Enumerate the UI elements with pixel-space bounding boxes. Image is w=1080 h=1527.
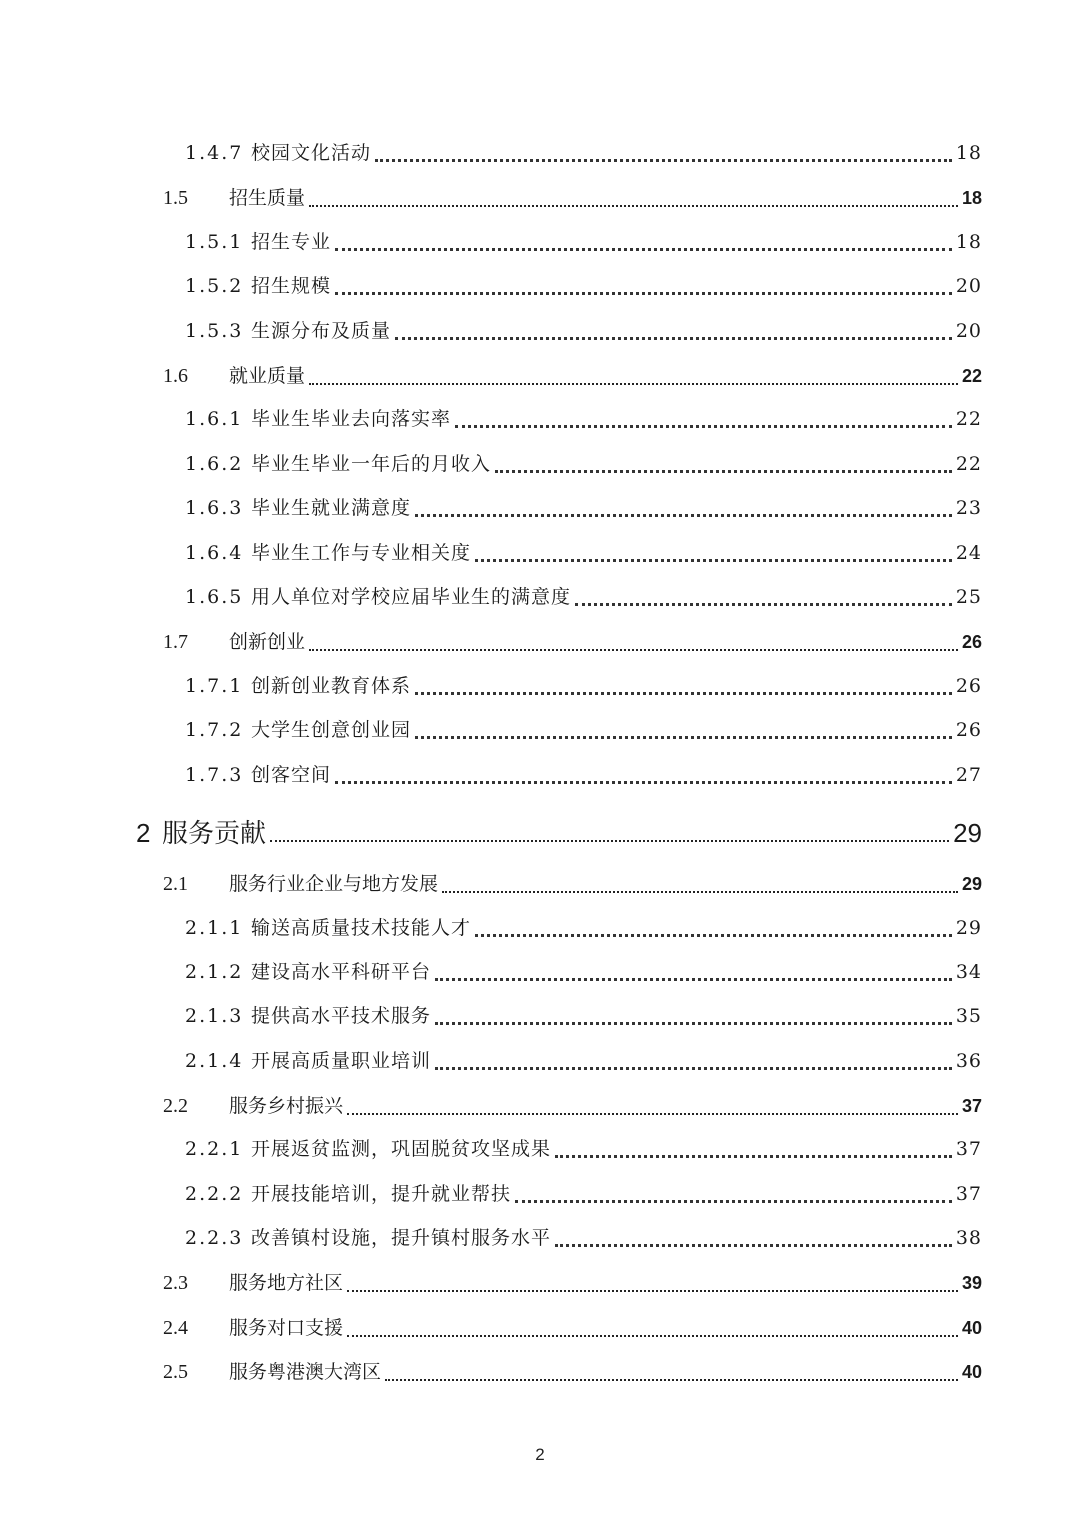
toc-entry[interactable]	[163, 361, 982, 391]
toc-entry[interactable]	[185, 1134, 982, 1164]
toc-entry-number: 1.7.1	[185, 675, 244, 697]
toc-entry-page: 39	[961, 1273, 982, 1293]
dot-leader	[495, 470, 952, 473]
toc-entry-page: 23	[955, 497, 982, 519]
toc-entry-page: 36	[955, 1050, 982, 1072]
toc-entry-page: 29	[955, 917, 982, 939]
toc-entry-page: 40	[961, 1318, 982, 1338]
toc-entry-number: 2.5	[163, 1361, 188, 1383]
toc-entry-page: 26	[955, 675, 982, 697]
toc-entry-page: 37	[961, 1096, 982, 1116]
toc-entry-page: 25	[955, 586, 982, 608]
toc-entry-title: 毕业生工作与专业相关度	[251, 542, 472, 564]
dot-leader	[335, 781, 952, 784]
dot-leader	[309, 383, 958, 385]
toc-entry[interactable]	[185, 227, 982, 257]
toc-entry[interactable]	[185, 760, 982, 790]
toc-entry-page: 18	[961, 188, 982, 208]
page-number: 2	[535, 1445, 545, 1464]
dot-leader	[475, 559, 952, 562]
toc-entry-number: 2	[136, 818, 151, 848]
toc-entry-title: 创新创业教育体系	[251, 675, 412, 697]
dot-leader	[335, 292, 952, 295]
toc-entry-page: 37	[955, 1183, 982, 1205]
dot-leader	[395, 337, 952, 340]
dot-leader	[375, 159, 952, 162]
toc-entry-title: 校园文化活动	[251, 142, 372, 164]
toc-entry[interactable]	[163, 183, 982, 213]
toc-entry-title: 开展高质量职业培训	[251, 1050, 432, 1072]
dot-leader	[415, 514, 952, 517]
toc-entry-number: 2.1.3	[185, 1005, 244, 1027]
toc-entry[interactable]	[163, 1268, 982, 1298]
toc-entry-page: 22	[955, 453, 982, 475]
toc-entry-title: 服务乡村振兴	[229, 1095, 344, 1117]
dot-leader	[555, 1155, 952, 1158]
toc-entry[interactable]	[163, 627, 982, 657]
toc-entry-number: 1.4.7	[185, 142, 244, 164]
toc-entry[interactable]	[185, 138, 982, 168]
toc-entry-number: 1.7	[163, 631, 188, 653]
toc-entry-number: 2.1	[163, 873, 188, 895]
toc-entry-title: 改善镇村设施，提升镇村服务水平	[251, 1227, 552, 1249]
toc-entry-title: 服务粤港澳大湾区	[229, 1361, 382, 1383]
toc-entry-title: 就业质量	[229, 365, 306, 387]
dot-leader	[475, 934, 952, 937]
toc-entry-number: 1.6.1	[185, 408, 244, 430]
toc-entry-page: 26	[961, 632, 982, 652]
dot-leader	[575, 603, 952, 606]
toc-entry-number: 1.6.5	[185, 586, 244, 608]
toc-entry[interactable]	[185, 271, 982, 301]
toc-entry-title: 开展技能培训，提升就业帮扶	[251, 1183, 512, 1205]
toc-entry[interactable]	[163, 1357, 982, 1387]
toc-entry-title: 毕业生毕业去向落实率	[251, 408, 452, 430]
toc-entry-number: 1.6.3	[185, 497, 244, 519]
toc-entry[interactable]	[185, 715, 982, 745]
dot-leader	[455, 425, 952, 428]
toc-entry-number: 1.6.4	[185, 542, 244, 564]
dot-leader	[347, 1335, 958, 1337]
toc-entry-title: 服务贡献	[162, 819, 267, 849]
toc-entry-page: 20	[955, 275, 982, 297]
toc-entry[interactable]	[185, 957, 982, 987]
toc-entry-page: 20	[955, 320, 982, 342]
toc-entry-number: 1.6	[163, 365, 188, 387]
toc-entry[interactable]	[185, 671, 982, 701]
dot-leader	[415, 692, 952, 695]
toc-entry-title: 招生专业	[251, 231, 332, 253]
toc-entry-title: 招生质量	[229, 187, 306, 209]
toc-entry-number: 1.6.2	[185, 453, 244, 475]
toc-entry-page: 29	[961, 874, 982, 894]
toc-entry-title: 创客空间	[251, 764, 332, 786]
dot-leader	[435, 1067, 952, 1070]
toc-entry[interactable]	[185, 1179, 982, 1209]
dot-leader	[385, 1379, 958, 1381]
toc-entry-page: 29	[953, 818, 982, 848]
toc-entry-number: 2.2	[163, 1095, 188, 1117]
toc-entry[interactable]	[185, 1001, 982, 1031]
dot-leader	[309, 649, 958, 651]
dot-leader	[435, 978, 952, 981]
toc-entry[interactable]	[185, 1046, 982, 1076]
toc-entry-title: 建设高水平科研平台	[251, 961, 432, 983]
toc-entry-number: 1.7.3	[185, 764, 244, 786]
toc-entry-number: 1.7.2	[185, 719, 244, 741]
toc-entry[interactable]	[185, 316, 982, 346]
dot-leader	[309, 205, 958, 207]
toc-entry-title: 毕业生就业满意度	[251, 497, 412, 519]
toc-entry-title: 服务地方社区	[229, 1272, 344, 1294]
toc-entry-title: 毕业生毕业一年后的月收入	[251, 453, 492, 475]
dot-leader	[347, 1290, 958, 1292]
toc-entry-page: 22	[961, 366, 982, 386]
toc-entry-page: 24	[955, 542, 982, 564]
toc-entry-page: 26	[955, 719, 982, 741]
dot-leader	[555, 1244, 952, 1247]
toc-entry-page: 18	[955, 142, 982, 164]
toc-entry-title: 开展返贫监测，巩固脱贫攻坚成果	[251, 1138, 552, 1160]
dot-leader	[270, 840, 949, 842]
toc-entry-number: 1.5.2	[185, 275, 244, 297]
toc-entry-number: 1.5	[163, 187, 188, 209]
dot-leader	[415, 736, 952, 739]
toc-entry-number: 2.2.3	[185, 1227, 244, 1249]
toc-entry[interactable]	[163, 869, 982, 899]
toc-entry-page: 34	[955, 961, 982, 983]
toc-entry[interactable]	[185, 582, 982, 612]
toc-entry-page: 37	[955, 1138, 982, 1160]
toc-entry[interactable]	[163, 1091, 982, 1121]
toc-chapter-entry[interactable]	[136, 813, 982, 849]
toc-entry-number: 1.5.1	[185, 231, 244, 253]
toc-entry[interactable]	[185, 449, 982, 479]
dot-leader	[335, 248, 952, 251]
toc-entry-title: 输送高质量技术技能人才	[251, 917, 472, 939]
toc-entry[interactable]	[185, 538, 982, 568]
toc-entry-title: 用人单位对学校应届毕业生的满意度	[251, 586, 572, 608]
toc-entry-title: 服务对口支援	[229, 1317, 344, 1339]
toc-entry-page: 40	[961, 1362, 982, 1382]
toc-entry-number: 2.2.1	[185, 1138, 244, 1160]
dot-leader	[515, 1200, 952, 1203]
dot-leader	[347, 1113, 958, 1115]
toc-entry-number: 2.1.4	[185, 1050, 244, 1072]
toc-entry[interactable]	[185, 913, 982, 943]
toc-entry-title: 生源分布及质量	[251, 320, 392, 342]
toc-entry-page: 35	[955, 1005, 982, 1027]
toc-entry[interactable]	[185, 493, 982, 523]
toc-entry[interactable]	[163, 1313, 982, 1343]
toc-entry-page: 18	[955, 231, 982, 253]
toc-entry-title: 创新创业	[229, 631, 306, 653]
toc-entry-number: 2.2.2	[185, 1183, 244, 1205]
toc-entry[interactable]	[185, 404, 982, 434]
toc-entry-title: 提供高水平技术服务	[251, 1005, 432, 1027]
toc-entry-number: 2.1.1	[185, 917, 244, 939]
toc-entry-title: 服务行业企业与地方发展	[229, 873, 439, 895]
toc-entry-page: 27	[955, 764, 982, 786]
dot-leader	[435, 1022, 952, 1025]
toc-entry-title: 大学生创意创业园	[251, 719, 412, 741]
toc-entry-page: 38	[955, 1227, 982, 1249]
toc-entry-number: 2.3	[163, 1272, 188, 1294]
toc-entry-title: 招生规模	[251, 275, 332, 297]
dot-leader	[442, 891, 958, 893]
toc-entry-number: 2.4	[163, 1317, 188, 1339]
toc-entry-number: 2.1.2	[185, 961, 244, 983]
toc-entry-number: 1.5.3	[185, 320, 244, 342]
toc-entry-page: 22	[955, 408, 982, 430]
toc-entry[interactable]	[185, 1223, 982, 1253]
